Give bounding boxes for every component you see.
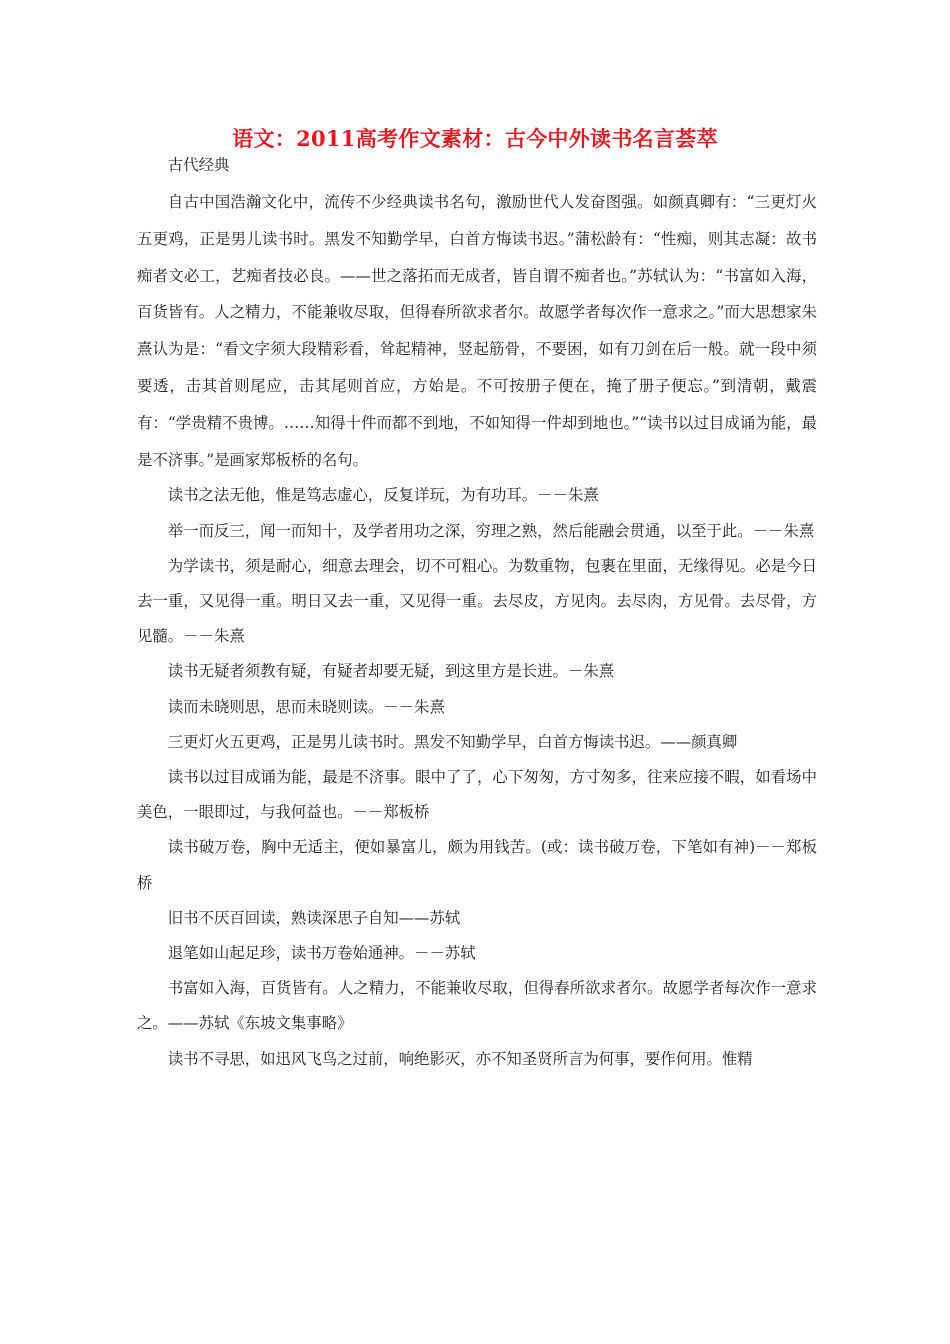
paragraph: 退笔如山起足珍，读书万卷始通神。－－苏轼 xyxy=(167,944,476,963)
paragraph: 旧书不厌百回读，熟读深思子自知——苏轼 xyxy=(167,908,461,927)
document-body xyxy=(137,152,817,1077)
paragraph: 读书之法无他，惟是笃志虚心，反复详玩，为有功耳。－－朱熹 xyxy=(167,486,599,505)
paragraph: 为学读书，须是耐心，细意去理会，切不可粗心。为数重物，包裹在里面，无缘得见。必是今日去一重，又见得一重。明日又去一重，又见得一重。去尽皮，方见肉。去尽肉，方见骨。去尽骨，方见髓。－－朱熹 xyxy=(137,556,817,646)
paragraph: 读书无疑者须教有疑，有疑者却要无疑，到这里方是长进。－朱熹 xyxy=(167,662,615,681)
paragraph: 举一而反三，闻一而知十，及学者用功之深，穷理之熟，然后能融会贯通，以至于此。－－朱熹 xyxy=(167,521,815,540)
paragraph: 书富如入海，百货皆有。人之精力，不能兼收尽取，但得春所欲求者尔。故愿学者每次作一意求之。——苏轼《东坡文集事略》 xyxy=(137,979,817,1033)
paragraph: 读书以过目成诵为能，最是不济事。眼中了了，心下匆匆，方寸匆多，往来应接不暇，如看场中美色，一眼即过，与我何益也。－－郑板桥 xyxy=(137,768,817,822)
paragraph: 读书破万卷，胸中无适主，便如暴富儿，颇为用钱苦。(或：读书破万卷，下笔如有神)－－郑板桥 xyxy=(137,838,817,892)
document-title: 语文：2011高考作文素材：古今中外读书名言荟萃 xyxy=(232,126,718,151)
paragraph: 自古中国浩瀚文化中，流传不少经典读书名句，激励世代人发奋图强。如颜真卿有：“三更灯火五更鸡，正是男儿读书时。黑发不知勤学早，白首方悔读书迟。”蒲松龄有：“性痴，则其志凝：故书痴者文必工，艺痴者技必良。——世之落拓而无成者，皆自谓不痴者也。”苏轼认为：“书富如入海，百货皆有。人之精力，不能兼收尽取，但得春所欲求者尔。故愿学者每次作一意求之。”而大思想家朱熹认为是：“看文字须大段精彩看，耸起精神，竖起筋骨，不要困，如有刀剑在后一般。就一段中须要透，击其首则尾应，击其尾则首应，方始是。不可按册子便在，掩了册子便忘。”到清朝，戴震有：“学贵精不贵博。……知得十件而都不到地，不如知得一件却到地也。”“读书以过目成诵为能，最是不济事。”是画家郑板桥的名句。 xyxy=(137,193,817,469)
paragraph: 读而未晓则思，思而未晓则读。－－朱熹 xyxy=(167,697,445,716)
paragraph: 读书不寻思，如迅风飞鸟之过前，响绝影灭，亦不知圣贤所言为何事，要作何用。惟精 xyxy=(167,1049,753,1068)
paragraph: 三更灯火五更鸡，正是男儿读书时。黑发不知勤学早，白首方悔读书迟。——颜真卿 xyxy=(167,732,738,751)
section-heading: 古代经典 xyxy=(167,156,230,174)
